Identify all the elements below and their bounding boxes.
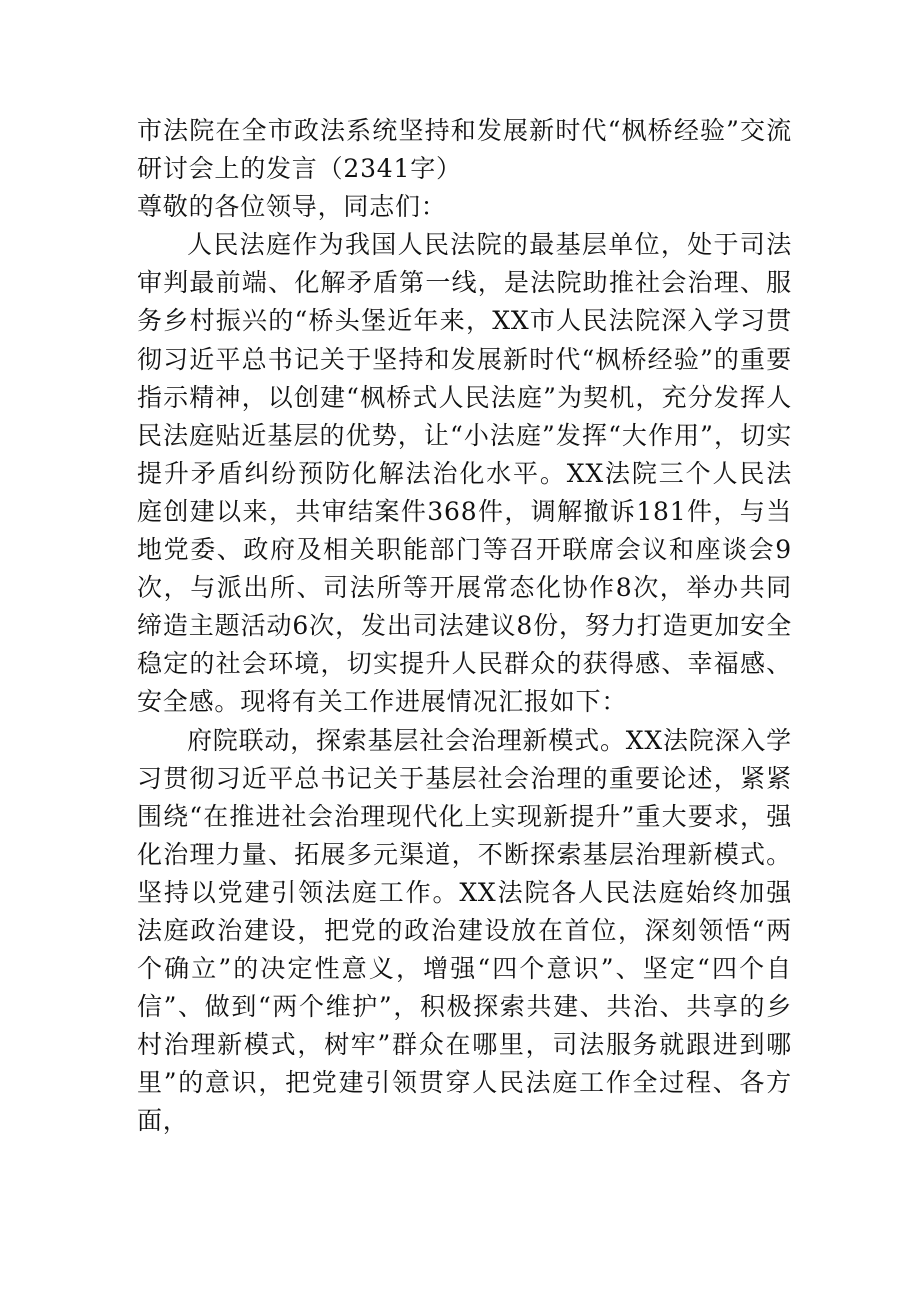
document-body — [137, 112, 792, 1141]
paragraph-intro: 人民法庭作为我国人民法院的最基层单位，处于司法审判最前端、化解矛盾第一线，是法院助推社会治理、服务乡村振兴的“桥头堡近年来，XX市人民法院深入学习贯彻习近平总书记关于坚持和发展新时代“枫桥经验”的重要指示精神，以创建“枫桥式人民法庭”为契机，充分发挥人民法庭贴近基层的优势，让“小法庭”发挥“大作用”，切实提升矛盾纠纷预防化解法治化水平。XX法院三个人民法庭创建以来，共审结案件368件，调解撤诉181件，与当地党委、政府及相关职能部门等召开联席会议和座谈会9次，与派出所、司法所等开展常态化协作8次，举办共同缔造主题活动6次，发出司法建议8份，努力打造更加安全稳定的社会环境，切实提升人民群众的获得感、幸福感、安全感。现将有关工作进展情况汇报如下： — [137, 230, 792, 717]
paragraph-section-1: 府院联动，探索基层社会治理新模式。XX法院深入学习贯彻习近平总书记关于基层社会治理的重要论述，紧紧围绕“在推进社会治理现代化上实现新提升”重大要求，强化治理力量、拓展多元渠道，不断探索基层治理新模式。坚持以党建引领法庭工作。XX法院各人民法庭始终加强法庭政治建设，把党的政治建设放在首位，深刻领悟“两个确立”的决定性意义，增强“四个意识”、坚定“四个自信”、做到“两个维护”，积极探索共建、共治、共享的乡村治理新模式，树牢”群众在哪里，司法服务就跟进到哪里”的意识，把党建引领贯穿人民法庭工作全过程、各方面， — [137, 725, 792, 1136]
salutation: 尊敬的各位领导，同志们： — [137, 192, 447, 222]
document-title: 市法院在全市政法系统坚持和发展新时代“枫桥经验”交流研讨会上的发言（2341字） — [137, 116, 792, 184]
